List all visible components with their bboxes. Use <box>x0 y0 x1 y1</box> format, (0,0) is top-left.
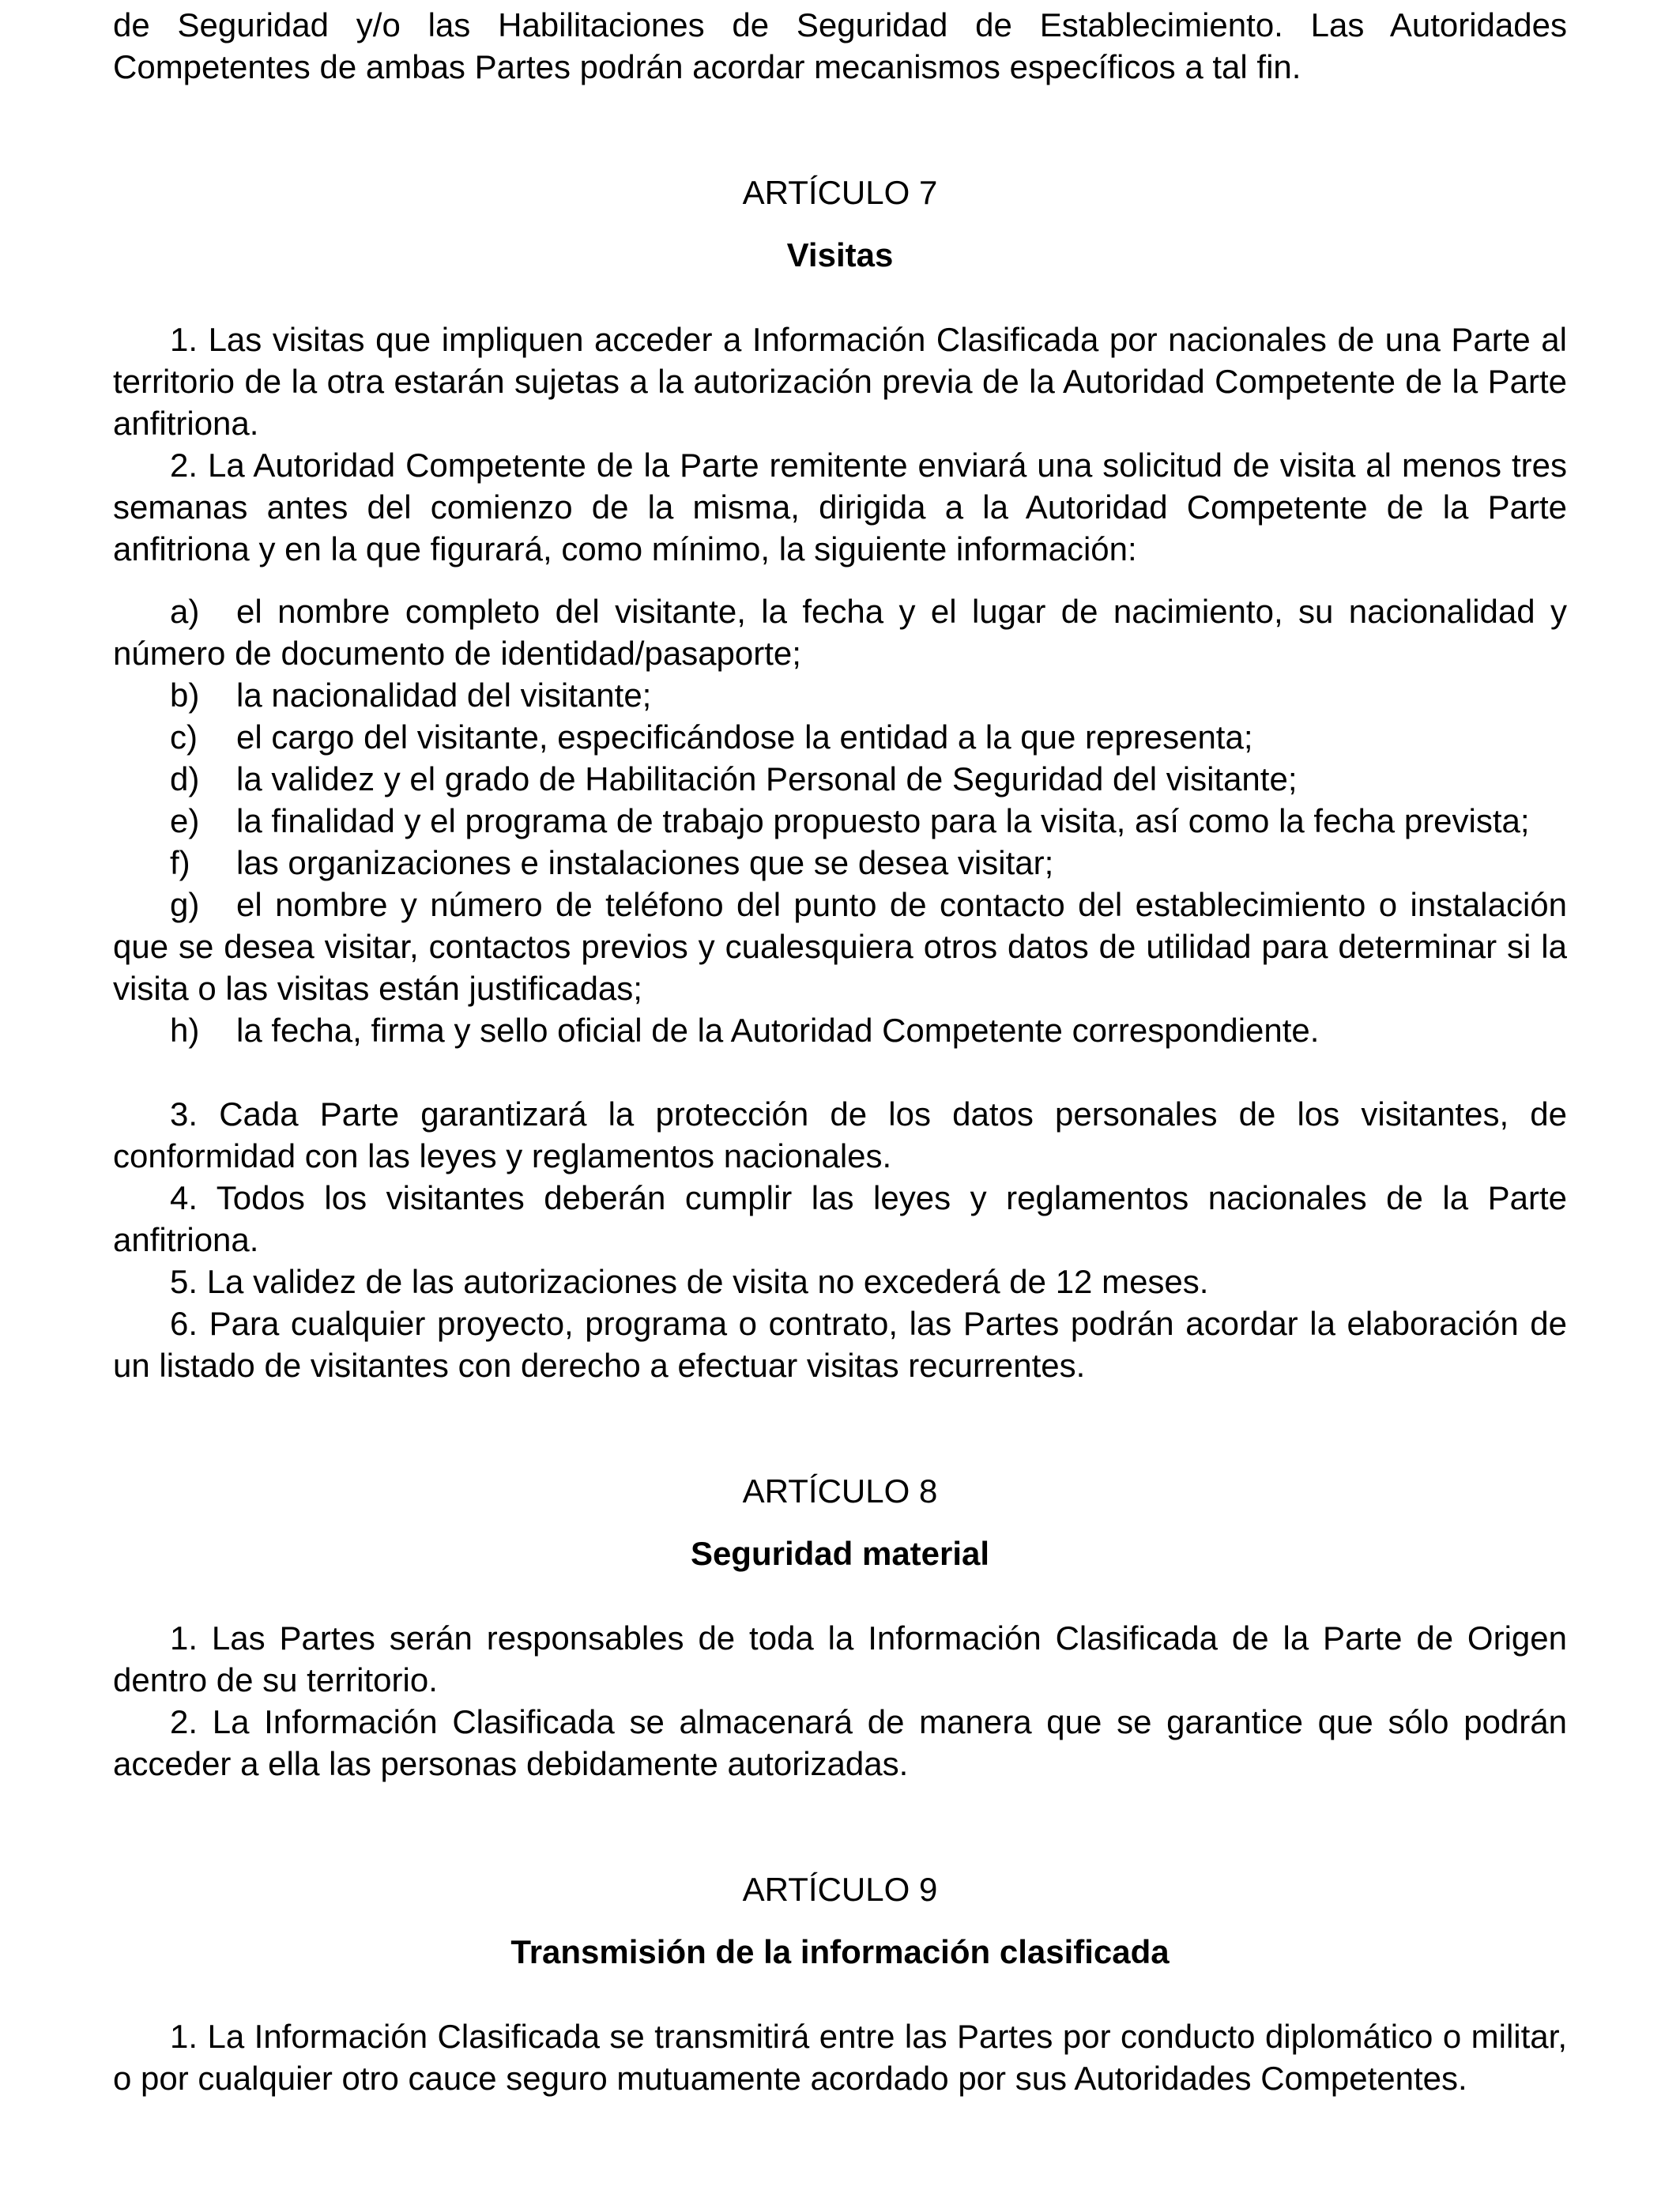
list-item-text: las organizaciones e instalaciones que se desea visitar; <box>236 844 1054 881</box>
visit-request-list <box>113 590 1567 1051</box>
article-8-heading: ARTÍCULO 8 <box>742 1472 938 1510</box>
list-item <box>113 1009 1567 1051</box>
list-item-text: el nombre completo del visitante, la fecha y el lugar de nacimiento, su nacionalidad y número de documento de identidad/pasaporte; <box>113 593 1567 672</box>
list-item-label: b) <box>170 677 200 714</box>
list-item-label: c) <box>170 718 198 756</box>
list-item <box>113 716 1567 758</box>
list-item-text: el nombre y número de teléfono del punto de contacto del establecimiento o instalación que se desea visitar, contactos previos y cualesquiera otros datos de utilidad para determinar si la visita o las visitas están justificadas; <box>113 886 1567 1007</box>
list-item <box>113 800 1567 842</box>
list-item-text: la finalidad y el programa de trabajo propuesto para la visita, así como la fecha prevista; <box>236 802 1530 839</box>
article-8-paragraph-1: 1. Las Partes serán responsables de toda la Información Clasificada de la Parte de Origen dentro de su territorio. <box>113 1619 1567 1698</box>
list-item-text: la nacionalidad del visitante; <box>236 677 652 714</box>
document-page <box>113 0 1567 2099</box>
list-item-label: e) <box>170 802 200 839</box>
article-8-title: Seguridad material <box>690 1535 990 1572</box>
article-7-paragraph-6: 6. Para cualquier proyecto, programa o contrato, las Partes podrán acordar la elaboración de un listado de visitantes con derecho a efectuar visitas recurrentes. <box>113 1305 1567 1384</box>
list-item-text: el cargo del visitante, especificándose la entidad a la que representa; <box>236 718 1253 756</box>
list-item-text: la fecha, firma y sello oficial de la Autoridad Competente correspondiente. <box>236 1012 1320 1049</box>
article-7-title: Visitas <box>786 236 894 273</box>
article-9-title: Transmisión de la información clasificada <box>510 1933 1170 1970</box>
article-7-heading: ARTÍCULO 7 <box>742 174 938 211</box>
list-item <box>113 674 1567 716</box>
list-item <box>113 758 1567 800</box>
list-item-text: la validez y el grado de Habilitación Personal de Seguridad del visitante; <box>236 760 1298 797</box>
list-item <box>113 884 1567 1009</box>
article-7-paragraph-1: 1. Las visitas que impliquen acceder a Información Clasificada por nacionales de una Parte al territorio de la otra estarán sujetas a la autorización previa de la Autoridad Competente de la Parte anfitriona. <box>113 321 1567 442</box>
article-7-paragraph-2: 2. La Autoridad Competente de la Parte remitente enviará una solicitud de visita al menos tres semanas antes del comienzo de la misma, dirigida a la Autoridad Competente de la Parte anfitriona y en la que figurará, como mínimo, la siguiente información: <box>113 447 1567 567</box>
list-item-label: f) <box>170 844 190 881</box>
list-item-label: h) <box>170 1012 200 1049</box>
list-item-label: g) <box>170 886 200 923</box>
article-9-heading: ARTÍCULO 9 <box>742 1871 938 1908</box>
article-8-paragraph-2: 2. La Información Clasificada se almacenará de manera que se garantice que sólo podrán acceder a ella las personas debidamente autorizadas. <box>113 1703 1567 1782</box>
list-item-label: d) <box>170 760 200 797</box>
article-9-paragraph-1: 1. La Información Clasificada se transmitirá entre las Partes por conducto diplomático o militar, o por cualquier otro cauce seguro mutuamente acordado por sus Autoridades Competentes. <box>113 2018 1567 2097</box>
article-7-paragraph-4: 4. Todos los visitantes deberán cumplir las leyes y reglamentos nacionales de la Parte anfitriona. <box>113 1179 1567 1258</box>
intro-paragraph: de Seguridad y/o las Habilitaciones de Seguridad de Establecimiento. Las Autoridades Competentes de ambas Partes podrán acordar mecanismos específicos a tal fin. <box>113 6 1567 85</box>
article-7-paragraph-3: 3. Cada Parte garantizará la protección de los datos personales de los visitantes, de conformidad con las leyes y reglamentos nacionales. <box>113 1095 1567 1174</box>
list-item-label: a) <box>170 593 200 630</box>
list-item <box>113 590 1567 674</box>
article-7-paragraph-5: 5. La validez de las autorizaciones de visita no excederá de 12 meses. <box>170 1263 1209 1300</box>
list-item <box>113 842 1567 884</box>
